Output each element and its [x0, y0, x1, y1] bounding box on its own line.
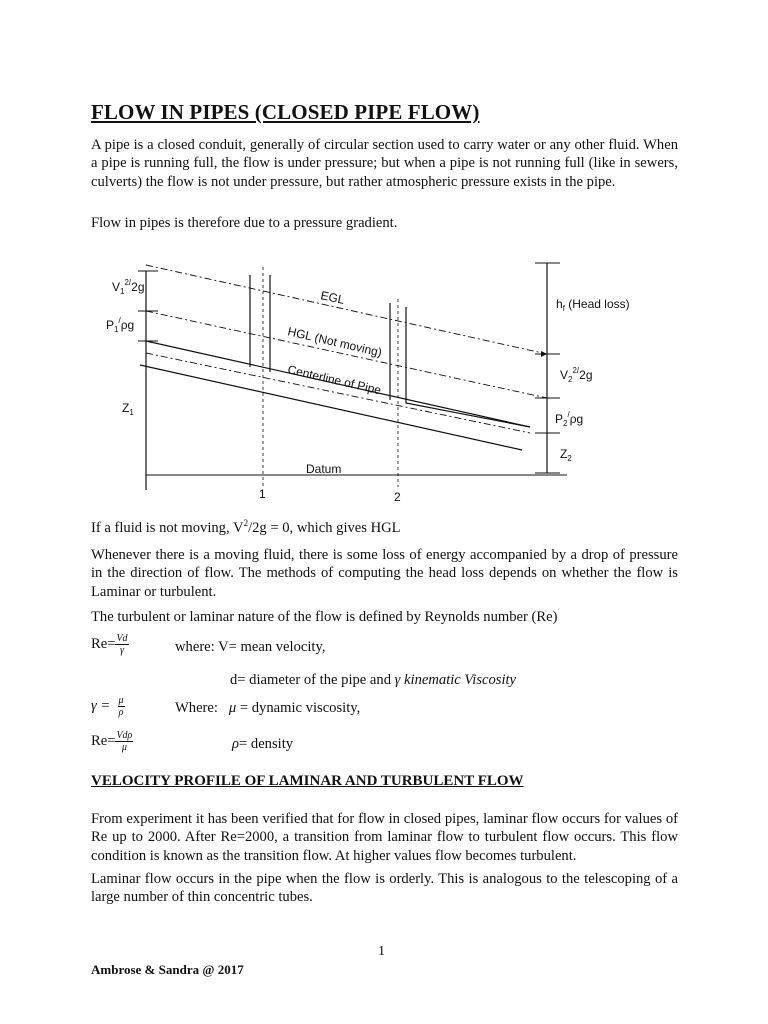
v2-label: $V_2^{2/}2g$ — [560, 366, 593, 384]
laminar-flow-paragraph: Laminar flow occurs in the pipe when the flow is orderly. This is analogous to the telescoping of a large number of thin concentric tubes. — [91, 871, 678, 906]
hgl-paragraph: If a fluid is not moving, $V^2/2g = 0$, which gives HGL — [91, 518, 401, 536]
piezometer-2-right — [406, 307, 530, 427]
v1-label: $V_1^{2/}2g$ — [112, 278, 145, 296]
laminar-threshold-paragraph: From experiment it has been verified that for flow in closed pipes, laminar flow occurs for values of Re up to 2000. After Re=2000, a transition from laminar flow to turbulent flow occurs. This flow condition is known as the transition flow. At higher values flow becomes turbulent. — [91, 811, 678, 864]
p2-label: $P_2^/\rho g$ — [555, 410, 584, 428]
section-1-label: 1 — [259, 487, 266, 501]
intro-paragraph: A pipe is a closed conduit, generally of circular section used to carry water or any other fluid. When a pipe is running full, the flow is under pressure; but when a pipe is not running full (like in sewers, culverts) the flow is not under pressure, but rather atmospheric pressure exists in the pipe. — [91, 137, 678, 190]
footer-credit: Ambrose & Sandra @ 2017 — [91, 962, 244, 977]
page-title: FLOW IN PIPES (CLOSED PIPE FLOW) — [91, 100, 480, 124]
diameter-line: d= diameter of the pipe and γ kinematic Viscosity — [230, 672, 517, 688]
where-velocity: where: V= mean velocity, — [175, 639, 326, 655]
p1-label: $P_1^/\rho g$ — [106, 316, 135, 334]
z2-label: $Z_2$ — [560, 447, 572, 463]
reynolds-formula-1: Re= $\frac{Vd}{\gamma}$ — [91, 633, 128, 656]
egl-label: EGL — [319, 288, 346, 307]
headloss-label: $h_f$ (Head loss) — [556, 297, 630, 313]
page-number: 1 — [378, 944, 385, 959]
kinematic-viscosity-formula: γ = $\frac{\mu}{\rho}$ — [91, 695, 124, 718]
moving-fluid-paragraph: Whenever there is a moving fluid, there is some loss of energy accompanied by a drop of pressure in the direction of flow. The methods of computing the head loss depends on whether the flow is Laminar or turbulent. — [91, 547, 678, 600]
hgl-label: HGL (Not moving) — [286, 324, 384, 360]
z1-label: $Z_1$ — [122, 401, 134, 417]
pressure-gradient-paragraph: Flow in pipes is therefore due to a pressure gradient. — [91, 215, 398, 231]
pipe-flow-diagram — [100, 255, 660, 505]
reynolds-paragraph: The turbulent or laminar nature of the flow is defined by Reynolds number (Re) — [91, 609, 558, 625]
datum-label: Datum — [306, 462, 342, 476]
section-heading-velocity-profile: VELOCITY PROFILE OF LAMINAR AND TURBULENT FLOW — [91, 773, 524, 789]
density-line: ρ= density — [232, 736, 294, 752]
section-2-label: 2 — [394, 490, 401, 504]
where-dynamic-viscosity: Where: μ = dynamic viscosity, — [175, 700, 361, 716]
reynolds-formula-2: Re= $\frac{\text{Vdρ}}{\mu}$ — [91, 730, 133, 753]
centerline-label: Centerline of Pipe — [286, 362, 383, 398]
egl-arrow — [541, 351, 547, 357]
centerline-line — [146, 353, 530, 433]
